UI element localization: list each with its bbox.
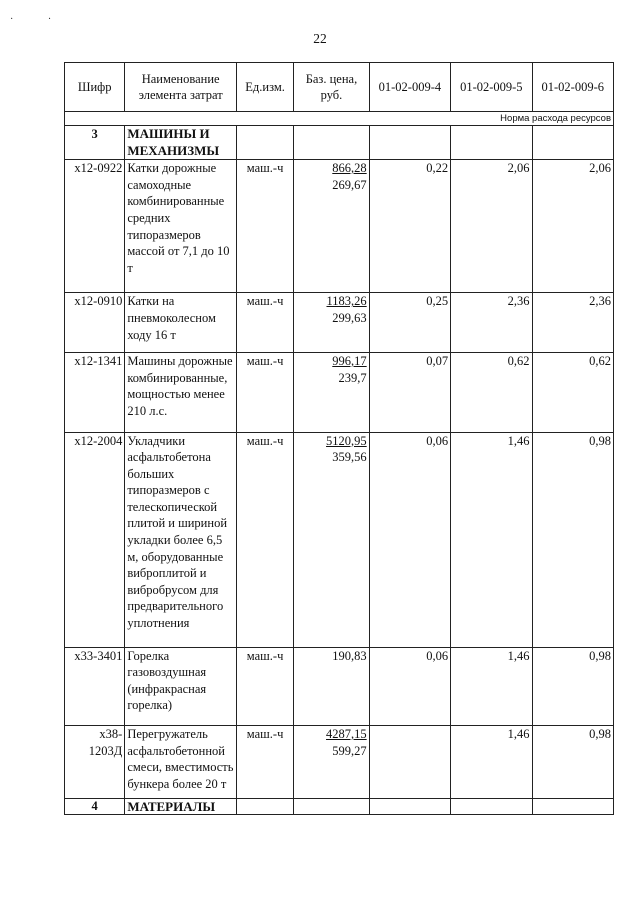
table-row [65,353,614,432]
header-col-b: 01-02-009-5 [451,63,532,112]
header-code: Шифр [65,63,125,112]
price-secondary: 239,7 [338,370,367,385]
page-number: 22 [313,31,327,46]
price-secondary: 599,27 [332,743,367,758]
table-row [65,432,614,647]
norm-value-a: 0,06 [369,432,450,647]
resource-price [294,160,369,293]
resource-price [294,293,369,353]
resource-norms-table [64,62,614,815]
resource-unit: маш.-ч [236,293,293,353]
resource-unit: маш.-ч [236,432,293,647]
norm-value-b: 1,46 [451,726,532,799]
section-title: МАТЕРИАЛЫ [125,799,237,815]
norm-value-c: 0,62 [532,353,613,432]
price-base: 4287,15 [326,727,367,741]
norm-value-a: 0,22 [369,160,450,293]
norm-caption-row [65,112,614,126]
resource-name: Катки дорожные самоходные комбинированные средних типоразмеров массой от 7,1 до 10 т [125,160,237,293]
table-row [65,647,614,725]
resource-price [294,353,369,432]
header-col-c: 01-02-009-6 [532,63,613,112]
price-secondary: 359,56 [332,450,367,465]
scan-marks: · · [10,14,68,25]
price-base: 996,17 [332,354,367,369]
empty-cell [294,126,369,160]
resource-price [294,432,369,647]
norm-value-c: 2,36 [532,293,613,353]
norm-value-c: 2,06 [532,160,613,293]
resource-name: Машины дорожные комбинированные, мощностью менее 210 л.с. [125,353,237,432]
header-price: Баз. цена, руб. [294,63,369,112]
table-row [65,726,614,799]
norm-value-b: 1,46 [451,432,532,647]
header-unit: Ед.изм. [236,63,293,112]
resource-name: Горелка газовоздушная (инфракрасная горелка) [125,647,237,725]
price-secondary: 299,63 [332,310,367,325]
empty-cell [294,799,369,815]
norm-value-a [369,726,450,799]
price-secondary: 269,67 [332,177,367,192]
table-header-row [65,63,614,112]
norm-value-c: 0,98 [532,726,613,799]
section-row-machines [65,126,614,160]
empty-cell [451,799,532,815]
resource-code: х38-1203Д [65,726,125,799]
resource-unit: маш.-ч [236,647,293,725]
header-name: Наименование элемента затрат [125,63,237,112]
price-base: 190,83 [332,648,367,663]
resource-price [294,647,369,725]
price-base: 1183,26 [326,294,367,309]
resource-name: Укладчики асфальтобетона больших типоразмеров с телескопической плитой и шириной укладки более 6,5 м, оборудованные виброплитой и вибробрусом для предварительного уплотнения [125,432,237,647]
resource-unit: маш.-ч [236,353,293,432]
norm-value-b: 2,36 [451,293,532,353]
norm-value-b: 0,62 [451,353,532,432]
resource-name: Перегружатель асфальтобетонной смеси, вместимость бункера более 20 т [125,726,237,799]
resource-code: х12-2004 [65,432,125,647]
header-col-a: 01-02-009-4 [369,63,450,112]
resource-unit: маш.-ч [236,160,293,293]
resource-code: х12-0922 [65,160,125,293]
norm-value-a: 0,06 [369,647,450,725]
norm-value-b: 1,46 [451,647,532,725]
empty-cell [532,799,613,815]
price-base: 866,28 [332,161,367,176]
section-number: 4 [65,799,125,815]
resource-price [294,726,369,799]
empty-cell [532,126,613,160]
norm-value-b: 2,06 [451,160,532,293]
section-number: 3 [65,126,125,160]
empty-cell [369,799,450,815]
resource-code: х12-0910 [65,293,125,353]
section-row-materials [65,799,614,815]
table-row [65,160,614,293]
empty-cell [236,799,293,815]
norm-value-c: 0,98 [532,432,613,647]
section-title: МАШИНЫ И МЕХАНИЗМЫ [125,126,237,160]
resource-code: х12-1341 [65,353,125,432]
empty-cell [451,126,532,160]
empty-cell [236,126,293,160]
price-base: 5120,95 [326,433,367,448]
resource-unit: маш.-ч [236,726,293,799]
norm-value-a: 0,25 [369,293,450,353]
norm-caption: Норма расхода ресурсов [65,112,614,126]
norm-value-a: 0,07 [369,353,450,432]
norm-value-c: 0,98 [532,647,613,725]
empty-cell [369,126,450,160]
resource-code: х33-3401 [65,647,125,725]
table-row [65,293,614,353]
resource-name: Катки на пневмоколесном ходу 16 т [125,293,237,353]
